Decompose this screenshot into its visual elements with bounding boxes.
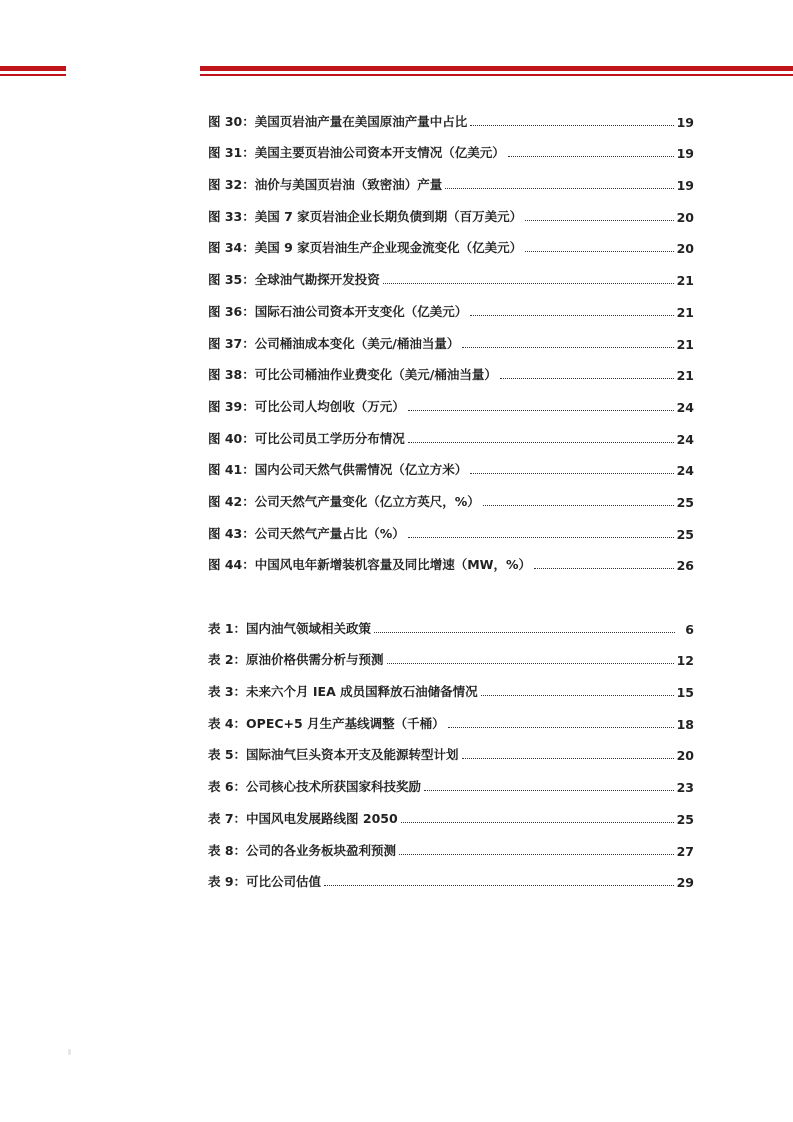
figure-entry-page-number: 19 bbox=[676, 178, 694, 194]
dot-leader bbox=[462, 347, 673, 348]
dot-leader bbox=[408, 442, 674, 443]
figure-entry-label: 图 34：美国 9 家页岩油生产企业现金流变化（亿美元） bbox=[208, 240, 523, 256]
figure-entry[interactable] bbox=[208, 478, 694, 510]
figure-entry[interactable] bbox=[208, 383, 694, 415]
table-entry-label: 表 2：原油价格供需分析与预测 bbox=[208, 652, 384, 668]
dot-leader bbox=[374, 632, 675, 633]
figure-entry[interactable] bbox=[208, 256, 694, 288]
dot-leader bbox=[534, 568, 674, 569]
figure-entry[interactable] bbox=[208, 225, 694, 257]
footer-mark bbox=[68, 1049, 71, 1055]
table-entry[interactable] bbox=[208, 827, 694, 859]
figure-entry-label: 图 33：美国 7 家页岩油企业长期负债到期（百万美元） bbox=[208, 208, 523, 224]
figure-entry[interactable] bbox=[208, 98, 694, 130]
header-rule-left-thick bbox=[0, 66, 66, 71]
figure-entry[interactable] bbox=[208, 352, 694, 384]
table-entry-label: 表 4：OPEC+5 月生产基线调整（千桶） bbox=[208, 715, 445, 731]
table-entry[interactable] bbox=[208, 859, 694, 891]
table-entry-page-number: 15 bbox=[676, 685, 694, 701]
figure-entry-page-number: 19 bbox=[676, 114, 694, 130]
dot-leader bbox=[424, 790, 674, 791]
figure-entry-label: 图 40：可比公司员工学历分布情况 bbox=[208, 430, 405, 446]
figure-entry[interactable] bbox=[208, 193, 694, 225]
dot-leader bbox=[525, 220, 673, 221]
table-entry-label: 表 6：公司核心技术所获国家科技奖励 bbox=[208, 779, 422, 795]
dot-leader bbox=[481, 695, 674, 696]
header-rule-left-thin bbox=[0, 74, 66, 76]
dot-leader bbox=[445, 188, 673, 189]
table-entry[interactable] bbox=[208, 605, 694, 637]
table-list bbox=[208, 605, 694, 890]
figure-entry-page-number: 20 bbox=[676, 209, 694, 225]
figure-entry[interactable] bbox=[208, 288, 694, 320]
figure-entry[interactable] bbox=[208, 447, 694, 479]
figure-entry-label: 图 35：全球油气勘探开发投资 bbox=[208, 272, 380, 288]
table-entry-label: 表 8：公司的各业务板块盈利预测 bbox=[208, 842, 397, 858]
dot-leader bbox=[383, 283, 674, 284]
dot-leader bbox=[483, 505, 674, 506]
table-entry[interactable] bbox=[208, 700, 694, 732]
table-entry[interactable] bbox=[208, 668, 694, 700]
figure-entry-page-number: 21 bbox=[676, 304, 694, 320]
table-entry[interactable] bbox=[208, 763, 694, 795]
figure-entry-page-number: 21 bbox=[676, 336, 694, 352]
figure-entry-page-number: 25 bbox=[676, 494, 694, 510]
figure-entry-page-number: 25 bbox=[676, 526, 694, 542]
figure-entry-label: 图 39：可比公司人均创收（万元） bbox=[208, 398, 405, 414]
table-entry[interactable] bbox=[208, 732, 694, 764]
figure-entry-label: 图 31：美国主要页岩油公司资本开支情况（亿美元） bbox=[208, 145, 505, 161]
figure-list bbox=[208, 98, 694, 573]
table-entry-label: 表 7：中国风电发展路线图 2050 bbox=[208, 810, 398, 826]
figure-entry[interactable] bbox=[208, 161, 694, 193]
table-entry[interactable] bbox=[208, 637, 694, 669]
dot-leader bbox=[470, 473, 673, 474]
figure-entry[interactable] bbox=[208, 510, 694, 542]
figure-entry-page-number: 19 bbox=[676, 146, 694, 162]
header-rule-right-thin bbox=[200, 74, 793, 76]
table-entry-page-number: 27 bbox=[676, 843, 694, 859]
figure-entry[interactable] bbox=[208, 542, 694, 574]
figure-entry-label: 图 37：公司桶油成本变化（美元/桶油当量） bbox=[208, 335, 460, 351]
dot-leader bbox=[401, 822, 674, 823]
table-entry-page-number: 25 bbox=[676, 811, 694, 827]
dot-leader bbox=[408, 410, 674, 411]
dot-leader bbox=[500, 378, 674, 379]
table-entry-label: 表 9：可比公司估值 bbox=[208, 874, 322, 890]
figure-entry-page-number: 24 bbox=[676, 463, 694, 479]
figure-entry-label: 图 32：油价与美国页岩油（致密油）产量 bbox=[208, 177, 443, 193]
dot-leader bbox=[448, 727, 674, 728]
figure-entry-label: 图 38：可比公司桶油作业费变化（美元/桶油当量） bbox=[208, 367, 497, 383]
figure-entry-page-number: 26 bbox=[676, 558, 694, 574]
figure-entry[interactable] bbox=[208, 130, 694, 162]
table-entry-label: 表 5：国际油气巨头资本开支及能源转型计划 bbox=[208, 747, 459, 763]
table-entry-page-number: 29 bbox=[676, 875, 694, 891]
dot-leader bbox=[387, 663, 674, 664]
figure-entry-label: 图 43：公司天然气产量占比（%） bbox=[208, 525, 405, 541]
figure-entry-label: 图 41：国内公司天然气供需情况（亿立方米） bbox=[208, 462, 468, 478]
dot-leader bbox=[462, 758, 674, 759]
figure-entry-label: 图 44：中国风电年新增装机容量及同比增速（MW，%） bbox=[208, 557, 531, 573]
table-entry-page-number: 18 bbox=[676, 716, 694, 732]
figure-entry-page-number: 21 bbox=[676, 368, 694, 384]
table-entry-page-number: 6 bbox=[685, 621, 694, 637]
figure-entry-page-number: 24 bbox=[676, 399, 694, 415]
dot-leader bbox=[525, 251, 673, 252]
figure-entry-label: 图 42：公司天然气产量变化（亿立方英尺，%） bbox=[208, 493, 480, 509]
figure-entry-page-number: 20 bbox=[676, 241, 694, 257]
dot-leader bbox=[470, 125, 673, 126]
table-entry-label: 表 3：未来六个月 IEA 成员国释放石油储备情况 bbox=[208, 684, 478, 700]
figure-entry-label: 图 30：美国页岩油产量在美国原油产量中占比 bbox=[208, 113, 468, 129]
table-entry-label: 表 1：国内油气领域相关政策 bbox=[208, 620, 372, 636]
table-entry[interactable] bbox=[208, 795, 694, 827]
header-rule-right-thick bbox=[200, 66, 793, 71]
table-entry-page-number: 23 bbox=[676, 780, 694, 796]
table-entry-page-number: 20 bbox=[676, 748, 694, 764]
figure-entry-page-number: 21 bbox=[676, 273, 694, 289]
dot-leader bbox=[508, 156, 674, 157]
dot-leader bbox=[324, 885, 674, 886]
dot-leader bbox=[408, 537, 674, 538]
figure-entry[interactable] bbox=[208, 320, 694, 352]
figure-entry-page-number: 24 bbox=[676, 431, 694, 447]
dot-leader bbox=[470, 315, 673, 316]
dot-leader bbox=[399, 854, 674, 855]
table-entry-page-number: 12 bbox=[676, 653, 694, 669]
figure-entry-label: 图 36：国际石油公司资本开支变化（亿美元） bbox=[208, 303, 468, 319]
figure-entry[interactable] bbox=[208, 415, 694, 447]
